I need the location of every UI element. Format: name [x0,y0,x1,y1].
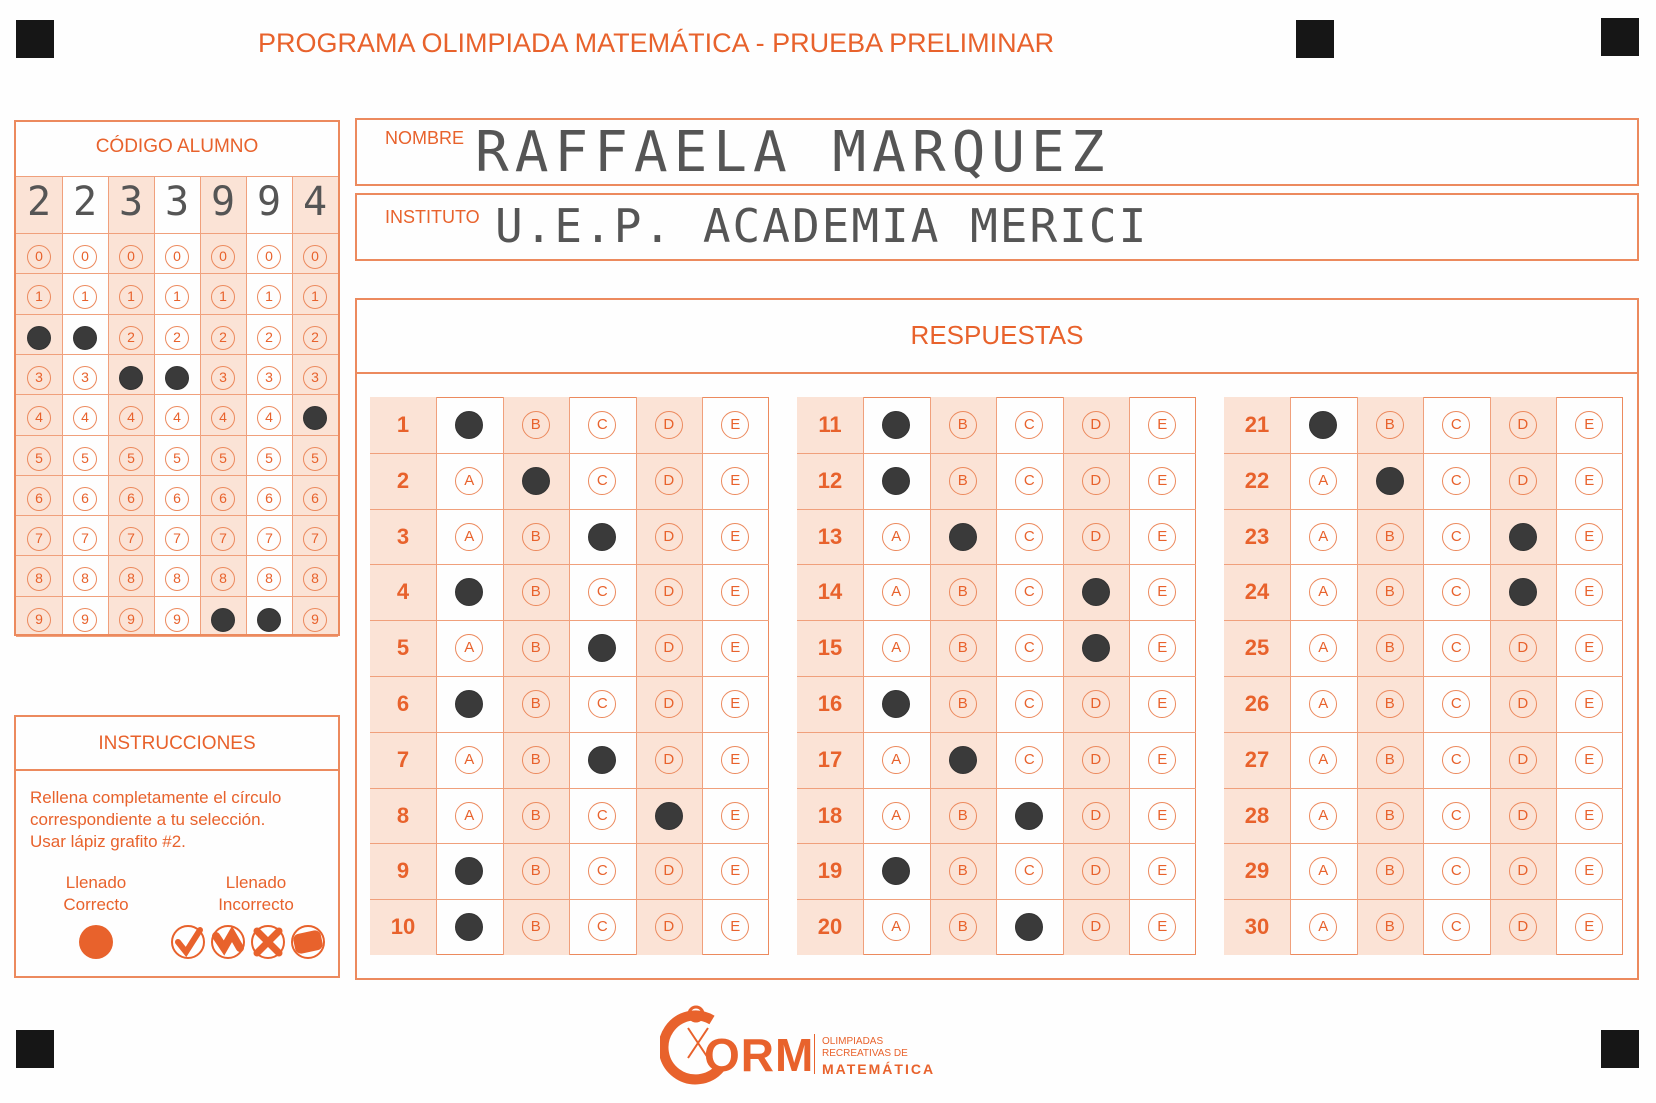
answer-bubble[interactable] [1082,634,1110,662]
code-written-digit: 4 [302,179,328,225]
answer-bubble[interactable]: E [1575,578,1603,606]
answer-bubble[interactable]: B [949,467,977,495]
answer-bubble[interactable]: A [1309,913,1337,941]
code-bubble[interactable]: 8 [211,567,235,591]
instructions-label: INSTRUCCIONES [98,733,256,754]
answer-bubble[interactable]: A [1309,578,1337,606]
question-number: 18 [817,802,843,828]
answer-bubble[interactable]: E [721,523,749,551]
answer-bubble[interactable]: B [1376,523,1404,551]
answer-bubble[interactable]: D [655,523,683,551]
answer-bubble[interactable]: C [1442,802,1470,830]
student-code-label: CÓDIGO ALUMNO [95,136,259,157]
registration-mark-top-right [1601,18,1639,56]
code-bubble[interactable] [165,366,189,390]
answer-bubble[interactable]: D [1082,746,1110,774]
name-field[interactable] [355,118,1639,186]
answer-bubble[interactable]: E [1148,467,1176,495]
answer-bubble[interactable]: A [1309,467,1337,495]
answer-bubble[interactable]: B [949,913,977,941]
code-bubble[interactable] [27,326,51,350]
answer-bubble[interactable]: D [1082,690,1110,718]
answer-bubble[interactable] [455,690,483,718]
answer-bubble[interactable]: D [1509,411,1537,439]
answer-bubble[interactable]: D [655,467,683,495]
answer-bubble[interactable]: C [588,802,616,830]
code-bubble[interactable]: 1 [211,285,235,309]
code-bubble[interactable]: 6 [73,487,97,511]
instructions-line: correspondiente a tu selección. [30,810,266,829]
code-bubble[interactable]: 1 [303,285,327,309]
question-number: 9 [396,858,410,884]
question-number: 3 [396,523,410,549]
answer-bubble[interactable]: C [1442,467,1470,495]
answer-bubble[interactable]: A [882,578,910,606]
code-bubble[interactable]: 6 [211,487,235,511]
answer-bubble[interactable]: C [1015,578,1043,606]
answer-bubble[interactable] [949,523,977,551]
code-bubble[interactable] [73,326,97,350]
code-bubble[interactable]: 4 [257,406,281,430]
answer-bubble[interactable]: D [1509,634,1537,662]
answer-bubble[interactable] [1376,467,1404,495]
code-written-digit: 3 [164,179,190,225]
code-bubble[interactable]: 8 [119,567,143,591]
answer-bubble[interactable]: C [588,467,616,495]
question-number: 25 [1244,635,1270,661]
answer-bubble[interactable] [655,802,683,830]
institute-value: U.E.P. ACADEMIA MERICI [495,199,1149,253]
answer-bubble[interactable] [1015,802,1043,830]
answer-bubble[interactable]: D [1509,467,1537,495]
answer-bubble[interactable]: E [1575,802,1603,830]
question-number: 22 [1244,467,1270,493]
code-bubble[interactable]: 5 [73,447,97,471]
question-number: 28 [1244,802,1270,828]
code-bubble[interactable]: 5 [119,447,143,471]
answer-bubble[interactable]: C [588,578,616,606]
code-bubble[interactable]: 0 [27,245,51,269]
answer-bubble[interactable]: A [455,802,483,830]
orm-logo [660,998,980,1088]
answer-bubble[interactable]: C [1442,523,1470,551]
code-bubble[interactable]: 2 [165,326,189,350]
code-bubble[interactable]: 7 [27,527,51,551]
code-bubble[interactable]: 4 [119,406,143,430]
answer-bubble[interactable]: B [1376,411,1404,439]
institute-label: INSTITUTO [385,207,480,227]
code-bubble[interactable]: 6 [303,487,327,511]
answer-bubble[interactable]: B [522,578,550,606]
answer-bubble[interactable]: D [1509,857,1537,885]
code-bubble[interactable]: 3 [73,366,97,390]
code-bubble[interactable]: 0 [165,245,189,269]
answer-bubble[interactable] [1309,411,1337,439]
institute-field[interactable] [355,193,1639,261]
incorrect-fill-label: Llenado Incorrecto [218,873,294,914]
answer-bubble[interactable] [588,746,616,774]
answer-bubble[interactable]: D [655,634,683,662]
answer-bubble[interactable]: E [1575,523,1603,551]
answer-bubble[interactable]: D [1082,913,1110,941]
answer-bubble[interactable]: D [1082,411,1110,439]
answer-bubble[interactable]: A [882,523,910,551]
question-number: 11 [818,412,842,437]
answer-bubble[interactable]: A [882,746,910,774]
answer-bubble[interactable]: E [1148,857,1176,885]
code-bubble[interactable]: 1 [165,285,189,309]
answer-bubble[interactable] [588,523,616,551]
instructions-line: Usar lápiz grafito #2. [30,832,186,851]
answer-bubble[interactable]: E [1148,578,1176,606]
answer-bubble[interactable]: A [1309,634,1337,662]
name-label: NOMBRE [385,128,465,148]
answer-bubble[interactable]: E [721,578,749,606]
answer-bubble[interactable]: B [949,411,977,439]
code-bubble[interactable]: 5 [211,447,235,471]
question-number: 6 [396,691,410,716]
code-bubble[interactable]: 3 [303,366,327,390]
answer-bubble[interactable]: C [1015,523,1043,551]
answer-bubble[interactable]: A [882,913,910,941]
question-number: 1 [396,412,410,437]
instructions-text [30,787,281,853]
correct-fill-label: Llenado Correcto [63,873,129,914]
answer-bubble[interactable]: C [588,690,616,718]
answer-bubble[interactable]: B [522,802,550,830]
code-bubble[interactable]: 9 [165,608,189,632]
answer-bubble[interactable]: D [1082,467,1110,495]
answer-bubble[interactable] [882,467,910,495]
answer-bubble[interactable]: B [1376,634,1404,662]
code-bubble[interactable]: 6 [257,487,281,511]
answer-bubble[interactable]: E [1575,913,1603,941]
code-bubble[interactable]: 4 [73,406,97,430]
code-bubble[interactable]: 0 [257,245,281,269]
answer-bubble[interactable]: B [1376,578,1404,606]
question-number: 8 [396,802,410,828]
answer-bubble[interactable]: C [1442,857,1470,885]
code-bubble[interactable]: 8 [27,567,51,591]
registration-mark-top-left [16,20,54,58]
question-number: 29 [1244,858,1270,884]
instructions-line: Rellena completamente el círculo [30,788,282,807]
answer-bubble[interactable]: B [949,857,977,885]
answer-bubble[interactable]: D [1509,746,1537,774]
answer-bubble[interactable]: E [1575,857,1603,885]
answer-bubble[interactable]: C [1442,690,1470,718]
code-bubble[interactable]: 1 [257,285,281,309]
answer-bubble[interactable]: E [1148,913,1176,941]
answer-bubble[interactable]: A [455,746,483,774]
answer-bubble[interactable]: B [1376,857,1404,885]
registration-mark-top-right-inner [1296,20,1334,58]
answer-bubble[interactable]: C [1442,913,1470,941]
registration-mark-bottom-right [1601,1030,1639,1068]
question-number: 14 [817,579,843,605]
answer-bubble[interactable]: E [1148,802,1176,830]
answer-bubble[interactable]: D [1509,802,1537,830]
answer-bubble[interactable]: D [1082,523,1110,551]
answer-bubble[interactable]: E [1148,634,1176,662]
answer-bubble[interactable]: B [1376,746,1404,774]
code-bubble[interactable]: 8 [73,567,97,591]
answer-bubble[interactable]: B [949,802,977,830]
code-bubble[interactable]: 9 [73,608,97,632]
code-bubble[interactable]: 6 [165,487,189,511]
code-bubble[interactable]: 3 [27,366,51,390]
answer-bubble[interactable]: D [1082,802,1110,830]
code-bubble[interactable]: 4 [27,406,51,430]
answer-bubble[interactable]: B [522,746,550,774]
code-bubble[interactable]: 8 [303,567,327,591]
code-bubble[interactable]: 0 [73,245,97,269]
answer-bubble[interactable]: B [949,578,977,606]
code-bubble[interactable]: 4 [211,406,235,430]
question-number: 10 [390,914,416,940]
code-bubble[interactable]: 8 [165,567,189,591]
answer-bubble[interactable]: D [655,411,683,439]
answer-bubble[interactable]: B [522,857,550,885]
code-bubble[interactable] [303,406,327,430]
registration-mark-bottom-left [16,1030,54,1068]
instructions-box [14,715,340,978]
code-bubble[interactable]: 2 [303,326,327,350]
answer-bubble[interactable]: E [721,634,749,662]
answer-bubble[interactable]: B [522,913,550,941]
answer-bubble[interactable] [1509,523,1537,551]
answer-bubble[interactable]: A [1309,802,1337,830]
answer-bubble[interactable]: A [455,634,483,662]
question-number: 27 [1244,746,1270,772]
code-bubble[interactable]: 5 [303,447,327,471]
code-bubble[interactable]: 7 [257,527,281,551]
code-bubble[interactable]: 9 [119,608,143,632]
code-bubble[interactable]: 2 [257,326,281,350]
answer-bubble[interactable] [522,467,550,495]
student-code-box [14,120,340,636]
answer-bubble[interactable]: D [1509,690,1537,718]
answer-bubble[interactable] [882,411,910,439]
answer-bubble[interactable]: C [1442,634,1470,662]
code-bubble[interactable]: 7 [73,527,97,551]
code-bubble[interactable]: 1 [73,285,97,309]
answer-bubble[interactable]: D [655,857,683,885]
code-bubble[interactable]: 7 [165,527,189,551]
code-bubble[interactable]: 4 [165,406,189,430]
code-bubble[interactable]: 8 [257,567,281,591]
answer-bubble[interactable]: C [1015,411,1043,439]
answer-bubble[interactable] [1509,578,1537,606]
answer-bubble[interactable]: E [1148,746,1176,774]
answer-bubble[interactable]: E [721,857,749,885]
answer-bubble[interactable] [1082,578,1110,606]
code-bubble[interactable] [211,608,235,632]
answer-bubble[interactable]: A [455,523,483,551]
question-number: 16 [817,691,843,716]
answer-bubble[interactable]: D [655,746,683,774]
answer-bubble[interactable]: E [721,913,749,941]
question-number: 13 [817,523,843,549]
answer-bubble[interactable]: C [1015,857,1043,885]
question-number: 19 [817,858,843,884]
code-written-digit: 9 [256,179,282,225]
question-number: 2 [396,467,410,493]
answer-bubble[interactable]: B [1376,690,1404,718]
answer-bubble[interactable]: E [721,802,749,830]
orm-logo-letters: ORM [704,1029,815,1081]
answer-bubble[interactable]: A [1309,523,1337,551]
answer-bubble[interactable]: C [588,411,616,439]
answer-bubble[interactable]: C [1442,578,1470,606]
question-number: 20 [817,914,843,940]
answer-bubble[interactable]: E [1575,746,1603,774]
answers-label: RESPUESTAS [910,320,1084,350]
answer-bubble[interactable]: E [1575,411,1603,439]
answer-bubble[interactable]: B [1376,913,1404,941]
question-number: 24 [1244,579,1270,605]
code-bubble[interactable]: 6 [27,487,51,511]
answer-bubble[interactable]: D [655,913,683,941]
question-number: 21 [1244,412,1270,437]
question-number: 5 [396,635,410,661]
code-bubble[interactable] [257,608,281,632]
answer-bubble[interactable]: D [655,578,683,606]
code-bubble[interactable]: 7 [211,527,235,551]
question-number: 7 [396,746,410,772]
answer-bubble[interactable]: A [455,467,483,495]
question-number: 4 [396,579,410,605]
code-written-digit: 2 [72,179,98,225]
code-written-digit: 3 [118,179,144,225]
answer-bubble[interactable]: E [1148,411,1176,439]
page-title: PROGRAMA OLIMPIADA MATEMÁTICA - PRUEBA PRELIMINAR [258,28,1055,58]
question-number: 30 [1244,914,1270,940]
answer-bubble[interactable] [882,690,910,718]
answer-bubble[interactable]: A [882,802,910,830]
question-number: 17 [817,746,843,772]
code-bubble[interactable]: 3 [211,366,235,390]
code-bubble[interactable]: 0 [211,245,235,269]
code-bubble[interactable]: 0 [119,245,143,269]
answer-bubble[interactable]: D [1509,913,1537,941]
answer-bubble[interactable]: E [1148,523,1176,551]
answer-bubble[interactable]: B [1376,802,1404,830]
question-number: 12 [817,467,843,493]
code-written-digit: 9 [210,179,236,225]
answer-bubble[interactable]: C [1015,690,1043,718]
answer-bubble[interactable]: D [1082,857,1110,885]
answer-bubble[interactable]: B [522,690,550,718]
answer-bubble[interactable]: E [721,411,749,439]
answer-bubble[interactable]: E [1575,467,1603,495]
question-number: 26 [1244,691,1270,716]
name-value: RAFFAELA MARQUEZ [475,120,1111,185]
student-code-grid [16,177,338,634]
code-bubble[interactable]: 9 [27,608,51,632]
answer-bubble[interactable]: A [882,634,910,662]
code-bubble[interactable]: 5 [27,447,51,471]
answer-bubble[interactable]: E [721,746,749,774]
answer-bubble[interactable]: D [655,690,683,718]
answer-bubble[interactable]: C [1015,467,1043,495]
answer-bubble[interactable]: C [588,857,616,885]
code-bubble[interactable]: 0 [303,245,327,269]
answer-bubble[interactable]: A [1309,857,1337,885]
answer-bubble[interactable]: B [949,634,977,662]
answer-bubble[interactable]: E [1575,634,1603,662]
answer-bubble[interactable]: A [1309,746,1337,774]
answer-bubble[interactable]: C [588,913,616,941]
answer-bubble[interactable]: C [1442,746,1470,774]
answer-bubble[interactable]: E [1575,690,1603,718]
code-bubble[interactable]: 1 [119,285,143,309]
example-correct-fill-icon [76,922,116,962]
code-bubble[interactable]: 2 [211,326,235,350]
answer-bubble[interactable]: E [1148,690,1176,718]
code-bubble[interactable]: 2 [119,326,143,350]
code-bubble[interactable]: 7 [119,527,143,551]
code-bubble[interactable] [119,366,143,390]
answer-bubble[interactable]: B [522,634,550,662]
code-bubble[interactable]: 1 [27,285,51,309]
code-written-digit: 2 [26,179,52,225]
code-bubble[interactable]: 5 [257,447,281,471]
question-number: 15 [817,635,843,661]
answer-bubble[interactable] [455,411,483,439]
example-incorrect-fill-icon [166,922,336,962]
code-bubble[interactable]: 7 [303,527,327,551]
code-bubble[interactable]: 6 [119,487,143,511]
code-bubble[interactable]: 3 [257,366,281,390]
answer-bubble[interactable]: B [522,411,550,439]
code-bubble[interactable]: 9 [303,608,327,632]
question-number: 23 [1244,523,1270,549]
answer-bubble[interactable]: C [1442,411,1470,439]
answer-bubble[interactable] [949,746,977,774]
answer-bubble[interactable]: C [1015,746,1043,774]
answer-bubble[interactable]: A [1309,690,1337,718]
answer-bubble[interactable]: B [949,690,977,718]
code-bubble[interactable]: 5 [165,447,189,471]
answer-bubble[interactable]: C [1015,634,1043,662]
orm-logo-text: OLIMPIADAS RECREATIVAS DE MATEMÁTICA [822,1036,936,1077]
answer-bubble[interactable]: E [721,690,749,718]
answer-bubble[interactable]: E [721,467,749,495]
answer-bubble[interactable]: B [522,523,550,551]
